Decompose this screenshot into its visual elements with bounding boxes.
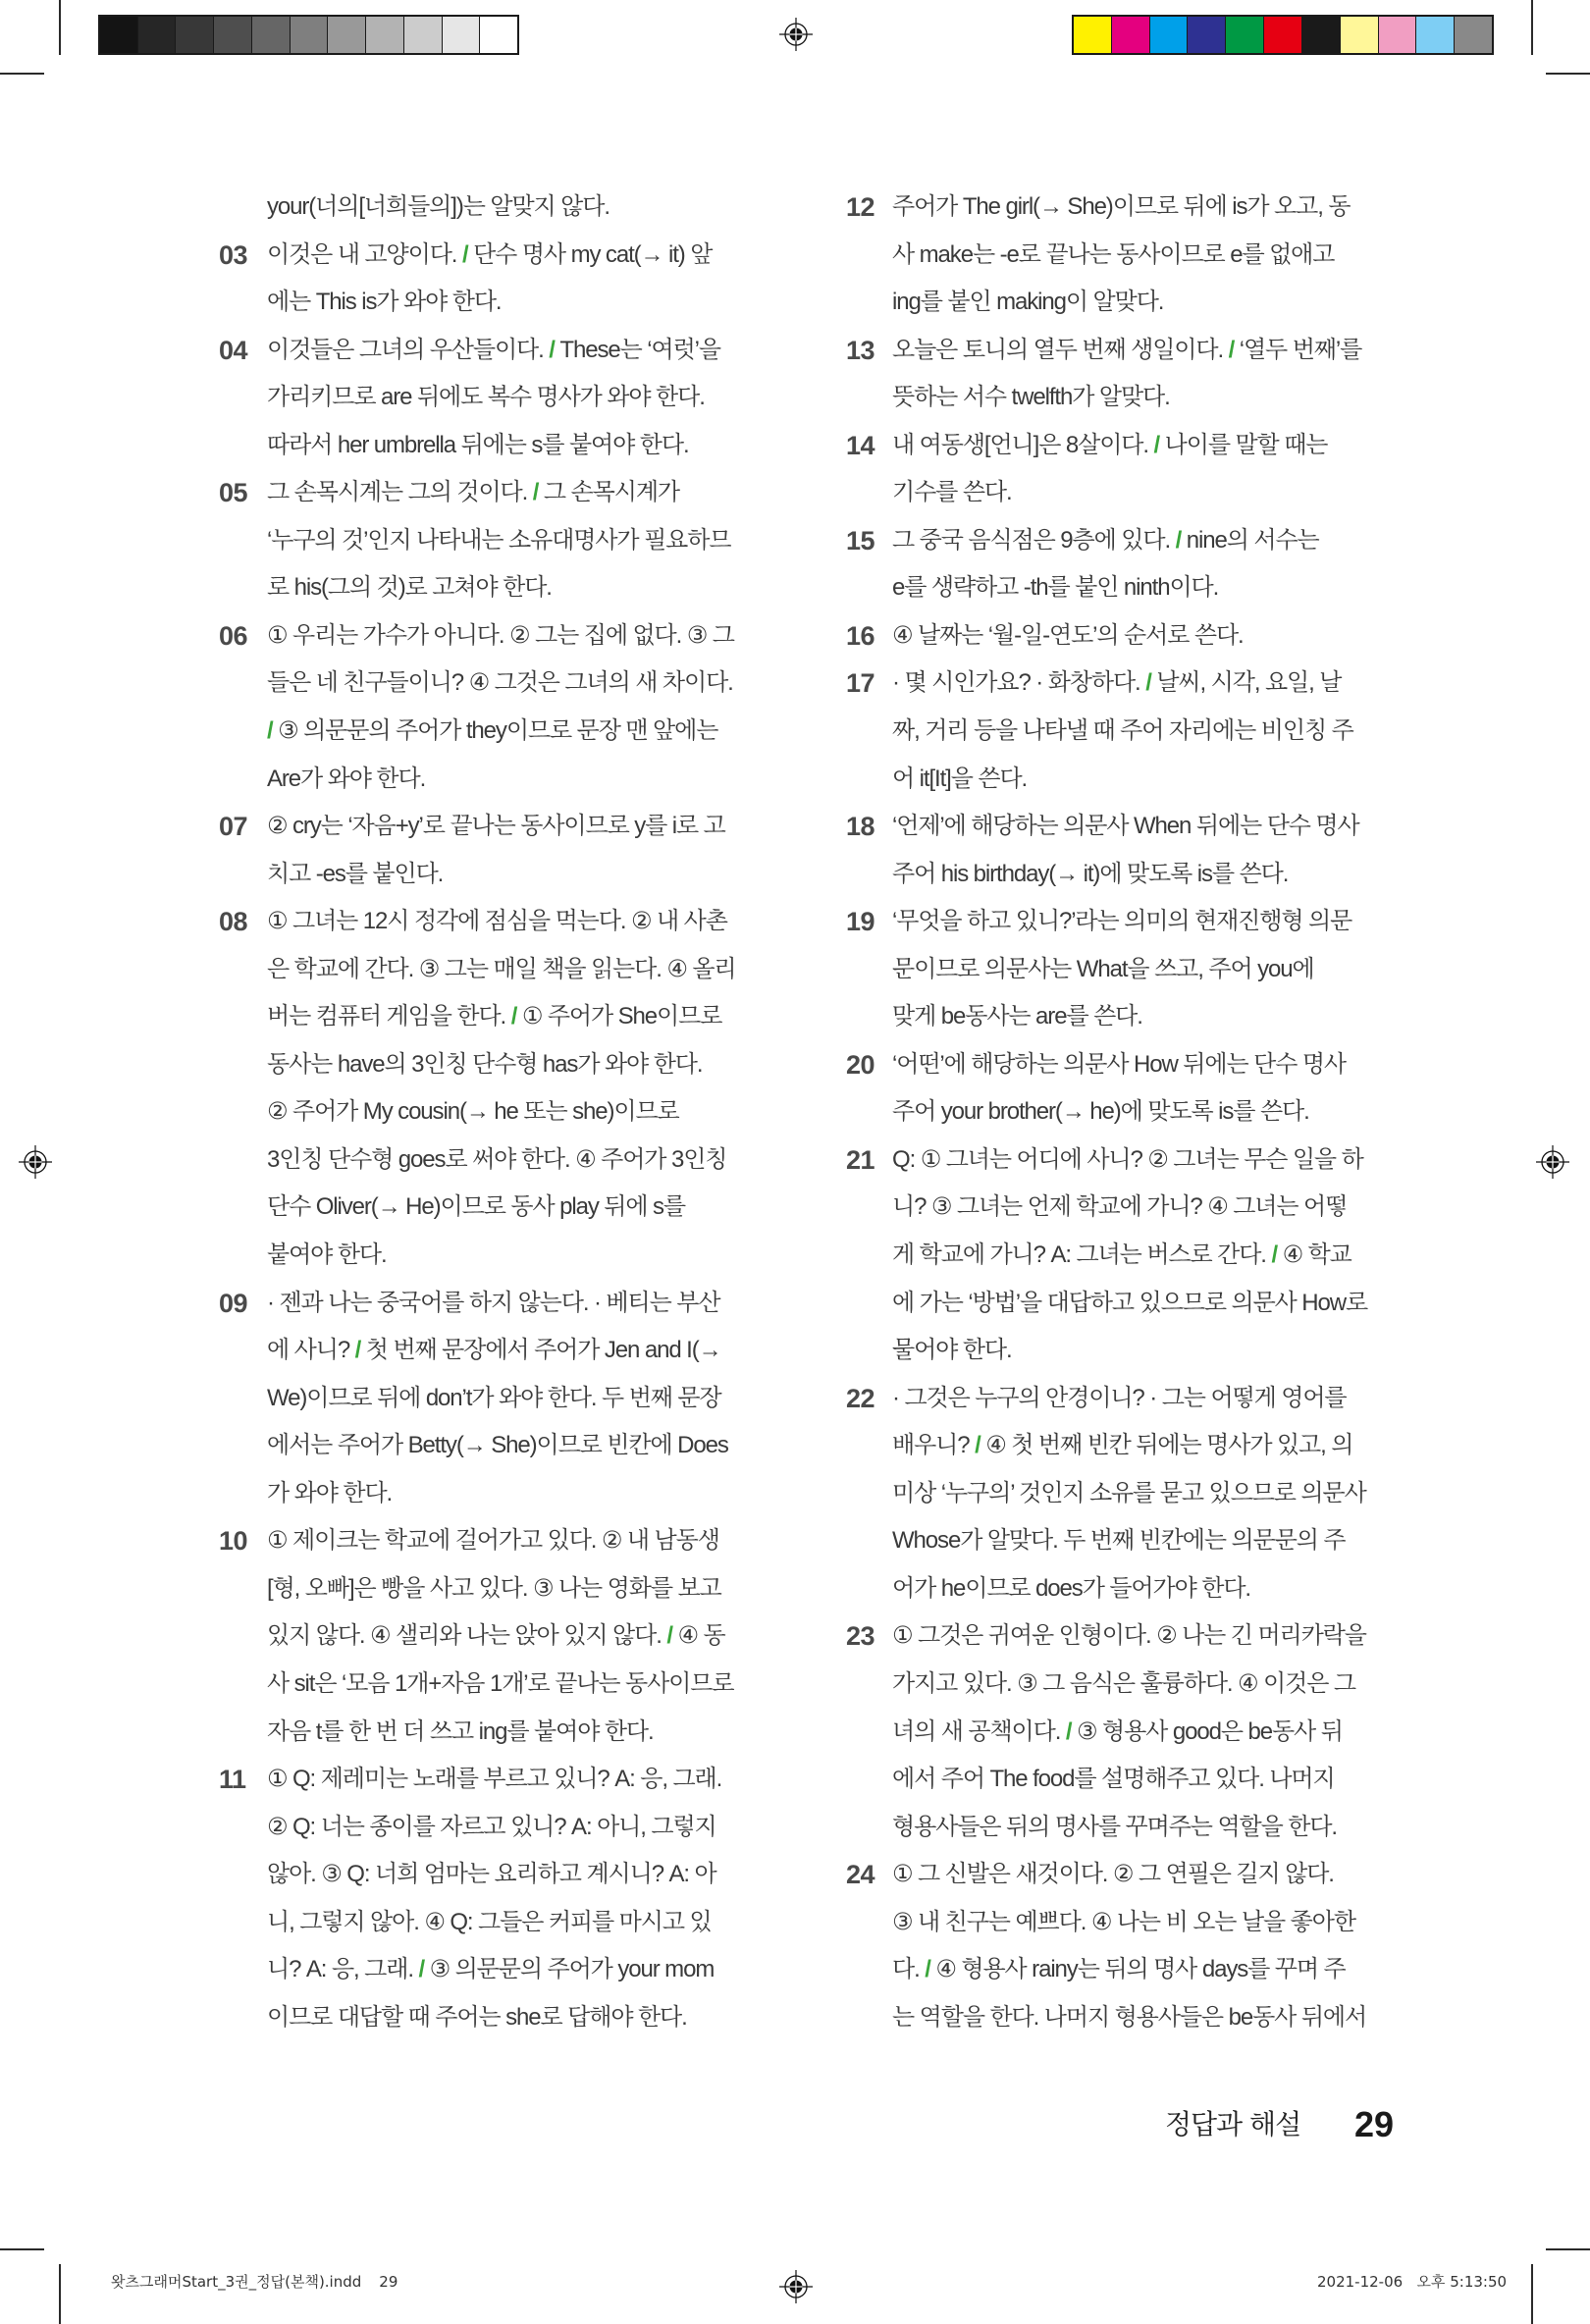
question-number: 21 [846,1144,875,1175]
grayscale-color-bar [98,15,519,55]
separator-slash: / [925,1956,930,1983]
crop-mark [1546,73,1590,75]
color-swatch [1416,17,1455,53]
answer-item [846,1612,1474,1851]
question-number: 03 [219,239,248,270]
explanation-line: 주어가 The girl(→ She)이므로 뒤에 is가 오고, 동 [892,193,1351,220]
explanation-line: Whose가 알맞다. 두 번째 빈칸에는 의문문의 주 [892,1527,1346,1555]
answer-item [846,517,1474,612]
explanation-line: 있지 않다. ④ 샐리와 나는 앉아 있지 않다. / ④ 동 [267,1622,725,1650]
explanation-line: 주어 his birthday(→ it)에 맞도록 is를 쓴다. [892,860,1289,887]
explanation-line: 이므로 대답할 때 주어는 she로 답해야 한다. [267,2003,687,2031]
explanation-line: Are가 와야 한다. [267,765,426,792]
continued-explanation-line: your(너의[너희들의])는 알맞지 않다. [267,193,610,220]
section-title: 정답과 해설 [1165,2108,1301,2140]
explanation-line: ‘무엇을 하고 있니?’라는 의미의 현재진행형 의문 [892,908,1352,935]
explanation-line: ① 그녀는 12시 정각에 점심을 먹는다. ② 내 사촌 [267,908,727,935]
explanation-line: 짜, 거리 등을 나타낼 때 주어 자리에는 비인칭 주 [892,717,1353,745]
question-number: 19 [846,907,875,937]
answer-item [846,1136,1474,1375]
explanation-line: 이것은 내 고양이다. / 단수 명사 my cat(→ it) 앞 [267,240,713,268]
explanation-line: 니? ③ 그녀는 언제 학교에 가니? ④ 그녀는 어떻 [892,1193,1348,1221]
explanation-line: ‘언제’에 해당하는 의문사 When 뒤에는 단수 명사 [892,813,1359,840]
explanation-line: 주어 your brother(→ he)에 맞도록 is를 쓴다. [892,1098,1309,1126]
answer-item [846,184,1474,327]
question-number: 14 [846,430,875,460]
registration-mark-icon [19,1145,52,1179]
separator-slash: / [267,717,273,745]
question-number: 05 [219,478,248,508]
explanation-line: We)이므로 뒤에 don’t가 와야 한다. 두 번째 문장 [267,1384,721,1411]
explanation-line: 배우니? / ④ 첫 번째 빈칸 뒤에는 명사가 있고, 의 [892,1432,1353,1459]
explanation-line: ① 제이크는 학교에 걸어가고 있다. ② 내 남동생 [267,1527,719,1555]
explanation-line: 형용사들은 뒤의 명사를 꾸며주는 역할을 한다. [892,1813,1338,1840]
answer-item [846,1851,1474,2041]
slug-date: 2021-12-06 [1317,2273,1404,2291]
explanation-line: ② Q: 너는 종이를 자르고 있니? A: 아니, 그렇지 [267,1813,716,1840]
explanation-line: [형, 오빠]은 빵을 사고 있다. ③ 나는 영화를 보고 [267,1574,721,1602]
answer-item [846,803,1474,898]
explanation-line: 물어야 한다. [892,1337,1012,1364]
answer-item [846,1041,1474,1136]
separator-slash: / [1228,336,1235,363]
question-number: 24 [846,1860,875,1890]
explanation-line: 맞게 be동사는 are를 쓴다. [892,1003,1142,1030]
question-number: 07 [219,812,248,842]
answer-column-right [846,184,1474,2041]
explanation-line: ‘누구의 것’인지 나타내는 소유대명사가 필요하므 [267,526,731,554]
registration-mark-icon [779,2270,813,2303]
color-swatch [1150,17,1189,53]
crop-mark [59,2264,61,2324]
crop-mark [1546,2248,1590,2250]
separator-slash: / [1271,1241,1278,1269]
question-number: 18 [846,812,875,842]
explanation-line: 에 사니? / 첫 번째 문장에서 주어가 Jen and I(→ [267,1337,721,1364]
explanation-line: 기수를 쓴다. [892,479,1012,506]
question-number: 20 [846,1049,875,1080]
explanation-line: 가 와야 한다. [267,1479,393,1506]
color-swatch [1112,17,1150,53]
explanation-line: 에서는 주어가 Betty(→ She)이므로 빈칸에 Does [267,1432,728,1459]
explanation-line: 따라서 her umbrella 뒤에는 s를 붙여야 한다. [267,431,689,458]
color-swatch [1188,17,1226,53]
explanation-line: ② 주어가 My cousin(→ he 또는 she)이므로 [267,1098,679,1126]
color-swatch [1379,17,1417,53]
answer-item [846,422,1474,517]
separator-slash: / [975,1432,980,1459]
explanation-line: Q: ① 그녀는 어디에 사니? ② 그녀는 무슨 일을 하 [892,1145,1363,1173]
explanation-line: 동사는 have의 3인칭 단수형 has가 와야 한다. [267,1050,703,1078]
explanation-line: 들은 네 친구들이니? ④ 그것은 그녀의 새 차이다. [267,669,733,697]
explanation-line: 그 중국 음식점은 9층에 있다. / nine의 서수는 [892,526,1319,554]
answer-item [219,803,827,898]
explanation-line: 버는 컴퓨터 게임을 한다. / ① 주어가 She이므로 [267,1003,722,1030]
explanation-line: 에는 This is가 와야 한다. [267,289,502,316]
slug-time: 오후 5:13:50 [1416,2273,1508,2291]
explanation-line: ① 그 신발은 새것이다. ② 그 연필은 길지 않다. [892,1861,1334,1888]
crop-mark [59,0,61,55]
grayscale-swatch [214,17,252,53]
separator-slash: / [1153,431,1160,458]
grayscale-swatch [404,17,443,53]
explanation-line: 어가 he이므로 does가 들어가야 한다. [892,1574,1250,1602]
explanation-line: 않아. ③ Q: 너희 엄마는 요리하고 계시니? A: 아 [267,1861,716,1888]
separator-slash: / [1175,526,1182,554]
separator-slash: / [549,336,555,363]
question-number: 04 [219,335,248,365]
grayscale-swatch [480,17,517,53]
explanation-line: 자음 t를 한 번 더 쓰고 ing를 붙여야 한다. [267,1717,654,1745]
slug-file-page: 29 [379,2273,398,2291]
registration-mark-icon [1536,1145,1569,1179]
grayscale-swatch [366,17,404,53]
grayscale-swatch [176,17,214,53]
question-number: 23 [846,1621,875,1652]
question-number: 09 [219,1288,248,1318]
explanation-line: 내 여동생[언니]은 8살이다. / 나이를 말할 때는 [892,431,1328,458]
slug-file-name: 왓츠그래머Start_3권_정답(본책).indd [111,2273,362,2291]
separator-slash: / [532,479,539,506]
crop-mark [0,73,44,75]
slug-file-info [111,2271,398,2293]
explanation-line: 이것들은 그녀의 우산들이다. / These는 ‘여럿’을 [267,336,720,363]
separator-slash: / [510,1003,517,1030]
grayscale-swatch [291,17,329,53]
answer-item [219,1756,827,2041]
answer-item [846,612,1474,660]
separator-slash: / [354,1337,361,1364]
explanation-line: 로 his(그의 것)로 고쳐야 한다. [267,574,552,602]
question-number: 13 [846,335,875,365]
separator-slash: / [418,1956,425,1983]
explanation-line: 붙여야 한다. [267,1241,387,1269]
explanation-line: ① 우리는 가수가 아니다. ② 그는 집에 없다. ③ 그 [267,621,734,649]
explanation-line: e를 생략하고 -th를 붙인 ninth이다. [892,574,1219,602]
explanation-line: 치고 -es를 붙인다. [267,860,444,887]
color-swatch [1455,17,1492,53]
question-number: 12 [846,192,875,222]
color-swatch [1264,17,1302,53]
question-number: 06 [219,620,248,651]
question-number: 15 [846,525,875,555]
explanation-line: · 젠과 나는 중국어를 하지 않는다. · 베티는 부산 [267,1289,720,1316]
answer-item [846,327,1474,422]
separator-slash: / [1145,669,1151,697]
answer-item [219,612,827,803]
registration-mark-icon [779,18,813,51]
answer-item [846,898,1474,1041]
explanation-line: 문이므로 의문사는 What을 쓰고, 주어 you에 [892,955,1314,982]
question-number: 22 [846,1383,875,1413]
separator-slash: / [461,240,468,268]
explanation-line: 가리키므로 are 뒤에도 복수 명사가 와야 한다. [267,384,705,411]
answer-item [846,1375,1474,1613]
color-swatch [1341,17,1379,53]
explanation-line: 미상 ‘누구의’ 것인지 소유를 묻고 있으므로 의문사 [892,1479,1366,1506]
explanation-line: ④ 날짜는 ‘월-일-연도’의 순서로 쓴다. [892,621,1244,649]
page-number: 29 [1354,2104,1395,2144]
grayscale-swatch [252,17,291,53]
explanation-line: ① Q: 제레미는 노래를 부르고 있니? A: 응, 그래. [267,1766,722,1793]
question-number: 10 [219,1526,248,1557]
explanation-line: 단수 Oliver(→ He)이므로 동사 play 뒤에 s를 [267,1193,686,1221]
explanation-line: 니? A: 응, 그래. / ③ 의문문의 주어가 your mom [267,1956,715,1983]
separator-slash: / [1065,1717,1072,1745]
explanation-line: 게 학교에 가니? A: 그녀는 버스로 간다. / ④ 학교 [892,1241,1352,1269]
answer-item [219,327,827,470]
answer-item [219,1280,827,1518]
separator-slash: / [666,1622,672,1650]
question-number: 08 [219,907,248,937]
grayscale-swatch [138,17,177,53]
question-number: 11 [219,1765,246,1795]
explanation-line: 사 make는 -e로 끝나는 동사이므로 e를 없애고 [892,240,1335,268]
explanation-line: ① 그것은 귀여운 인형이다. ② 나는 긴 머리카락을 [892,1622,1366,1650]
crop-mark [0,2248,44,2250]
process-color-bar [1072,15,1494,55]
grayscale-swatch [443,17,481,53]
answer-column-left [219,184,827,2041]
question-number: 16 [846,620,875,651]
grayscale-swatch [328,17,366,53]
question-number: 17 [846,668,875,699]
explanation-line: 뜻하는 서수 twelfth가 알맞다. [892,384,1170,411]
explanation-line: ‘어떤’에 해당하는 의문사 How 뒤에는 단수 명사 [892,1050,1347,1078]
explanation-line: 다. / ④ 형용사 rainy는 뒤의 명사 days를 꾸며 주 [892,1956,1346,1983]
slug-timestamp [1317,2271,1507,2293]
explanation-line: 는 역할을 한다. 나머지 형용사들은 be동사 뒤에서 [892,2003,1367,2031]
explanation-line: ③ 내 친구는 예쁘다. ④ 나는 비 오는 날을 좋아한 [892,1908,1355,1935]
explanation-line: / ③ 의문문의 주어가 they이므로 문장 맨 앞에는 [267,717,718,745]
explanation-line: ② cry는 ‘자음+y’로 끝나는 동사이므로 y를 i로 고 [267,813,725,840]
explanation-line: · 그것은 누구의 안경이니? · 그는 어떻게 영어를 [892,1384,1347,1411]
explanation-line: 오늘은 토니의 열두 번째 생일이다. / ‘열두 번째’를 [892,336,1362,363]
explanation-line: 어 it[It]을 쓴다. [892,765,1028,792]
explanation-line: 가지고 있다. ③ 그 음식은 훌륭하다. ④ 이것은 그 [892,1669,1355,1697]
answer-item [219,898,827,1279]
explanation-line: 녀의 새 공책이다. / ③ 형용사 good은 be동사 뒤 [892,1717,1343,1745]
explanation-line: 사 sit은 ‘모음 1개+자음 1개’로 끝나는 동사이므로 [267,1669,734,1697]
answer-item [219,1517,827,1756]
explanation-line: · 몇 시인가요? · 화창하다. / 날씨, 시각, 요일, 날 [892,669,1342,697]
answer-item [846,660,1474,803]
crop-mark [1531,0,1533,55]
grayscale-swatch [100,17,138,53]
crop-mark [1531,2264,1533,2324]
explanation-line: 3인칭 단수형 goes로 써야 한다. ④ 주어가 3인칭 [267,1145,727,1173]
color-swatch [1302,17,1341,53]
answer-item [219,232,827,327]
answer-item [219,469,827,612]
explanation-line: 은 학교에 간다. ③ 그는 매일 책을 읽는다. ④ 올리 [267,955,736,982]
explanation-line: ing를 붙인 making이 알맞다. [892,289,1164,316]
color-swatch [1074,17,1112,53]
explanation-line: 에서 주어 The food를 설명해주고 있다. 나머지 [892,1766,1335,1793]
explanation-line: 그 손목시계는 그의 것이다. / 그 손목시계가 [267,479,679,506]
explanation-line: 니, 그렇지 않아. ④ Q: 그들은 커피를 마시고 있 [267,1908,712,1935]
color-swatch [1226,17,1264,53]
explanation-line: 에 가는 ‘방법’을 대답하고 있으므로 의문사 How로 [892,1289,1368,1316]
